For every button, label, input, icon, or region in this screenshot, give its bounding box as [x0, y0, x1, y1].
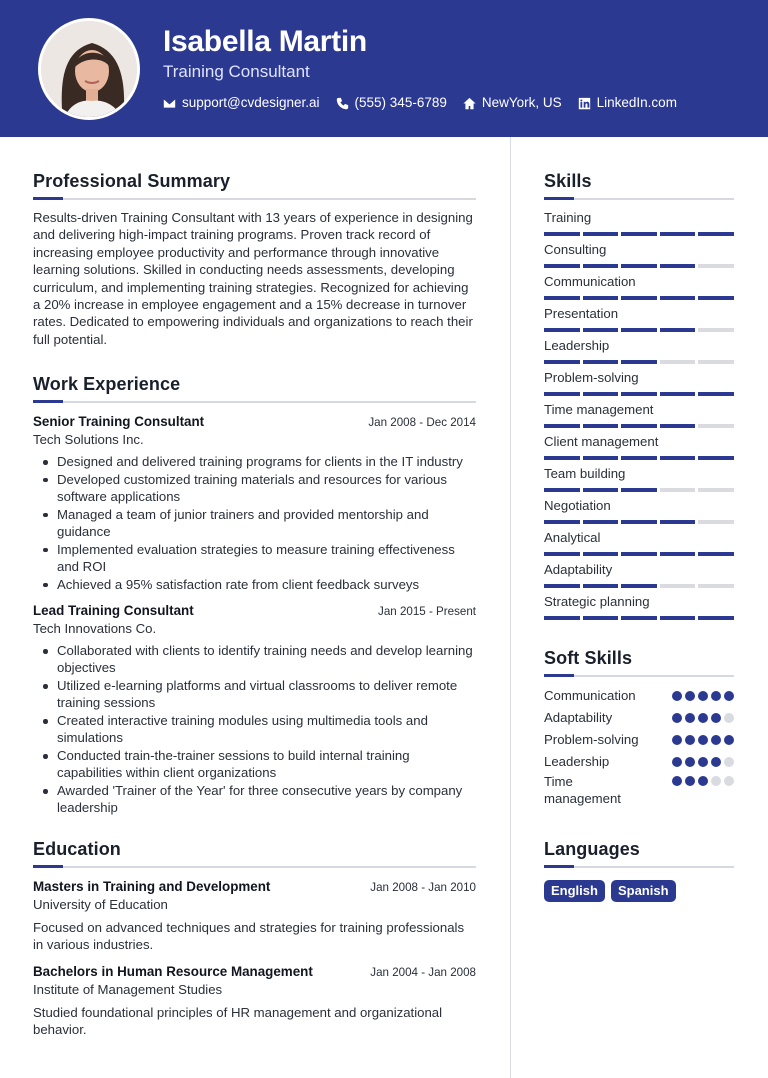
rating-dot	[672, 735, 682, 745]
skill-level-segment	[698, 456, 734, 460]
skill-item	[544, 209, 734, 241]
skill-level-segment	[621, 520, 657, 524]
languages-section	[544, 838, 734, 902]
skill-level-segment	[544, 456, 580, 460]
skill-level-segment	[583, 360, 619, 364]
soft-skill-name: Communication	[544, 688, 636, 704]
skill-name: Problem-solving	[544, 370, 639, 385]
skill-level-segment	[621, 232, 657, 236]
skill-level-bar	[544, 584, 734, 588]
skill-item	[544, 497, 734, 529]
resume-header	[0, 0, 768, 137]
skill-level-segment	[660, 328, 696, 332]
column-divider	[510, 137, 511, 1078]
skill-level-bar	[544, 392, 734, 396]
skill-level-segment	[544, 328, 580, 332]
skill-level-segment	[698, 264, 734, 268]
skill-level-segment	[698, 296, 734, 300]
rating-dot	[711, 735, 721, 745]
skill-item	[544, 529, 734, 561]
school-name: University of Education	[33, 897, 168, 912]
section-rule	[544, 675, 734, 677]
soft-skill-rating	[672, 691, 734, 701]
rating-dot	[724, 776, 734, 786]
education-title: Education	[33, 839, 121, 859]
job-title: Senior Training Consultant	[33, 414, 205, 429]
soft-skills-section	[544, 647, 734, 815]
skill-level-segment	[544, 392, 580, 396]
skill-level-segment	[660, 520, 696, 524]
degree-description: Studied foundational principles of HR management and organizational behavior.	[33, 1004, 443, 1038]
summary-title: Professional Summary	[33, 171, 231, 191]
skill-item	[544, 401, 734, 433]
contact-phone-text: (555) 345-6789	[354, 95, 447, 110]
skill-name: Team building	[544, 466, 626, 481]
skill-level-segment	[621, 392, 657, 396]
job-title: Lead Training Consultant	[33, 603, 194, 618]
job-bullet: Created interactive training modules using multimedia tools and simulations	[33, 712, 476, 747]
skill-level-segment	[621, 424, 657, 428]
education-entry	[33, 878, 476, 954]
contact-location[interactable]	[463, 94, 562, 112]
language-badge: English	[544, 880, 605, 902]
soft-skill-item	[544, 773, 734, 815]
phone-icon	[336, 97, 349, 110]
degree-title: Masters in Training and Development	[33, 879, 271, 894]
skills-title: Skills	[544, 171, 592, 191]
experience-title: Work Experience	[33, 374, 181, 394]
skill-level-segment	[544, 264, 580, 268]
job-bullet: Awarded 'Trainer of the Year' for three consecutive years by company leadership	[33, 782, 476, 817]
skill-level-bar	[544, 616, 734, 620]
skill-item	[544, 337, 734, 369]
job-bullet: Conducted train-the-trainer sessions to build internal training capabilities within client organizations	[33, 747, 476, 782]
skill-level-segment	[660, 296, 696, 300]
rating-dot	[711, 691, 721, 701]
skill-level-bar	[544, 552, 734, 556]
skill-level-segment	[698, 360, 734, 364]
skill-name: Consulting	[544, 242, 607, 257]
experience-section	[33, 373, 476, 817]
section-rule	[33, 198, 476, 200]
skills-list	[544, 209, 734, 625]
job-bullet: Collaborated with clients to identify training needs and develop learning objectives	[33, 642, 476, 677]
skill-name: Adaptability	[544, 562, 613, 577]
soft-skill-name: Time management	[544, 774, 621, 807]
rating-dot	[698, 713, 708, 723]
rating-dot	[685, 735, 695, 745]
skill-level-segment	[698, 488, 734, 492]
skill-level-bar	[544, 488, 734, 492]
skill-name: Strategic planning	[544, 594, 650, 609]
rating-dot	[672, 713, 682, 723]
profile-photo	[38, 18, 140, 120]
skill-level-bar	[544, 232, 734, 236]
skill-level-segment	[583, 584, 619, 588]
skill-level-segment	[698, 584, 734, 588]
skill-level-segment	[544, 520, 580, 524]
section-rule	[544, 866, 734, 868]
soft-skill-name: Problem-solving	[544, 732, 639, 748]
languages-title: Languages	[544, 839, 640, 859]
skill-level-segment	[660, 392, 696, 396]
skill-level-segment	[621, 264, 657, 268]
skill-level-segment	[583, 296, 619, 300]
skill-name: Training	[544, 210, 592, 225]
soft-skills-title: Soft Skills	[544, 648, 633, 668]
skill-level-bar	[544, 520, 734, 524]
job-entry	[33, 602, 476, 817]
skill-item	[544, 305, 734, 337]
skill-level-segment	[583, 424, 619, 428]
job-company: Tech Innovations Co.	[33, 621, 157, 636]
skill-level-bar	[544, 360, 734, 364]
skill-level-segment	[544, 488, 580, 492]
skill-item	[544, 369, 734, 401]
rating-dot	[724, 713, 734, 723]
degree-date: Jan 2004 - Jan 2008	[370, 965, 476, 979]
rating-dot	[672, 757, 682, 767]
skill-level-segment	[544, 584, 580, 588]
section-rule	[544, 198, 734, 200]
rating-dot	[672, 691, 682, 701]
education-section	[33, 838, 476, 1039]
skill-name: Negotiation	[544, 498, 611, 513]
rating-dot	[685, 757, 695, 767]
languages-list	[544, 880, 734, 902]
rating-dot	[724, 735, 734, 745]
skill-level-segment	[698, 616, 734, 620]
rating-dot	[711, 713, 721, 723]
skill-level-segment	[698, 328, 734, 332]
skill-item	[544, 561, 734, 593]
job-bullet: Utilized e-learning platforms and virtual classrooms to deliver remote training sessions	[33, 677, 476, 712]
skill-name: Analytical	[544, 530, 601, 545]
rating-dot	[724, 757, 734, 767]
job-bullet: Achieved a 95% satisfaction rate from client feedback surveys	[33, 576, 476, 593]
skill-level-segment	[660, 488, 696, 492]
job-bullets	[33, 642, 476, 817]
education-entry	[33, 963, 476, 1039]
job-entry	[33, 413, 476, 593]
contact-email-text: support@cvdesigner.ai	[182, 95, 320, 110]
skill-name: Presentation	[544, 306, 619, 321]
skills-section	[544, 170, 734, 625]
school-name: Institute of Management Studies	[33, 981, 223, 997]
skill-level-segment	[583, 328, 619, 332]
skill-level-bar	[544, 424, 734, 428]
skill-level-segment	[583, 488, 619, 492]
skill-level-segment	[660, 264, 696, 268]
job-date: Jan 2015 - Present	[378, 605, 476, 618]
rating-dot	[685, 776, 695, 786]
skill-level-segment	[660, 424, 696, 428]
degree-title: Bachelors in Human Resource Management	[33, 963, 313, 979]
soft-skill-item	[544, 751, 734, 773]
job-bullets	[33, 453, 476, 593]
skill-level-segment	[621, 584, 657, 588]
skill-level-segment	[698, 552, 734, 556]
soft-skill-rating	[672, 776, 734, 786]
contact-location-text: NewYork, US	[481, 95, 562, 110]
skill-level-bar	[544, 296, 734, 300]
skill-level-segment	[583, 392, 619, 396]
contact-email[interactable]	[163, 94, 320, 112]
candidate-role: Training Consultant	[163, 62, 310, 81]
skill-level-segment	[698, 520, 734, 524]
skill-level-segment	[660, 360, 696, 364]
skill-item	[544, 241, 734, 273]
summary-text: Results-driven Training Consultant with 13 years of experience in designing and delivering high-impact training programs. Proven track record of increasing employee productivity and performance through innovative learning solutions. Skilled in conducting needs assessments, developing curriculum, and implementing training strategies. Recognized for achieving a 20% increase in employee engagement and a 15% decrease in turnover rates. Dedicated to empowering individuals and organizations to reach their full potential.	[33, 210, 473, 347]
rating-dot	[685, 691, 695, 701]
job-bullet: Managed a team of junior trainers and provided mentorship and guidance	[33, 506, 476, 541]
contact-list	[163, 94, 677, 112]
skill-level-segment	[621, 360, 657, 364]
job-date: Jan 2008 - Dec 2014	[368, 416, 476, 429]
rating-dot	[685, 713, 695, 723]
home-icon	[463, 97, 476, 110]
skill-level-segment	[544, 424, 580, 428]
candidate-name: Isabella Martin	[163, 25, 367, 58]
skill-level-segment	[583, 520, 619, 524]
section-rule	[33, 866, 476, 868]
skill-level-segment	[583, 456, 619, 460]
skill-level-bar	[544, 264, 734, 268]
skill-level-segment	[544, 616, 580, 620]
rating-dot	[698, 776, 708, 786]
skill-level-segment	[660, 456, 696, 460]
skill-level-bar	[544, 328, 734, 332]
rating-dot	[698, 691, 708, 701]
skill-name: Client management	[544, 434, 659, 449]
skill-level-segment	[544, 552, 580, 556]
skill-level-segment	[621, 456, 657, 460]
skill-level-segment	[621, 328, 657, 332]
rating-dot	[672, 776, 682, 786]
summary-section	[33, 170, 476, 348]
skill-level-segment	[544, 232, 580, 236]
contact-phone[interactable]	[336, 94, 447, 112]
skill-level-segment	[621, 296, 657, 300]
rating-dot	[711, 757, 721, 767]
skill-level-segment	[660, 232, 696, 236]
skill-level-bar	[544, 456, 734, 460]
soft-skill-name: Adaptability	[544, 710, 613, 726]
skill-item	[544, 465, 734, 497]
soft-skill-item	[544, 707, 734, 729]
skill-level-segment	[698, 392, 734, 396]
skill-name: Time management	[544, 402, 654, 417]
skill-level-segment	[660, 584, 696, 588]
skill-level-segment	[621, 616, 657, 620]
soft-skills-list	[544, 685, 734, 815]
section-rule	[33, 401, 476, 403]
contact-linkedin-text: LinkedIn.com	[596, 95, 677, 110]
rating-dot	[711, 776, 721, 786]
skill-level-segment	[621, 552, 657, 556]
skill-level-segment	[544, 296, 580, 300]
soft-skill-name: Leadership	[544, 754, 610, 770]
rating-dot	[724, 691, 734, 701]
degree-date: Jan 2008 - Jan 2010	[370, 881, 476, 894]
linkedin-icon	[578, 97, 591, 110]
skill-name: Leadership	[544, 338, 610, 353]
soft-skill-item	[544, 685, 734, 707]
rating-dot	[698, 735, 708, 745]
skill-level-segment	[583, 264, 619, 268]
skill-level-segment	[660, 616, 696, 620]
soft-skill-rating	[672, 713, 734, 723]
skill-level-segment	[583, 232, 619, 236]
soft-skill-item	[544, 729, 734, 751]
skill-item	[544, 433, 734, 465]
skill-level-segment	[544, 360, 580, 364]
skill-level-segment	[583, 616, 619, 620]
portrait-illustration	[41, 21, 140, 120]
rating-dot	[698, 757, 708, 767]
skill-level-segment	[660, 552, 696, 556]
job-bullet: Developed customized training materials and resources for various software applications	[33, 471, 476, 506]
job-company: Tech Solutions Inc.	[33, 432, 144, 447]
soft-skill-rating	[672, 735, 734, 745]
skill-level-segment	[621, 488, 657, 492]
contact-linkedin[interactable]	[578, 94, 677, 112]
degree-description: Focused on advanced techniques and strategies for training professionals in various industries.	[33, 920, 465, 953]
skill-item	[544, 593, 734, 625]
skill-level-segment	[583, 552, 619, 556]
skill-level-segment	[698, 424, 734, 428]
job-bullet: Designed and delivered training programs for clients in the IT industry	[33, 453, 476, 470]
soft-skill-rating	[672, 757, 734, 767]
skill-level-segment	[698, 232, 734, 236]
skill-item	[544, 273, 734, 305]
skill-name: Communication	[544, 274, 636, 289]
envelope-icon	[163, 97, 176, 110]
language-badge: Spanish	[611, 880, 676, 902]
job-bullet: Implemented evaluation strategies to measure training effectiveness and ROI	[33, 541, 476, 576]
